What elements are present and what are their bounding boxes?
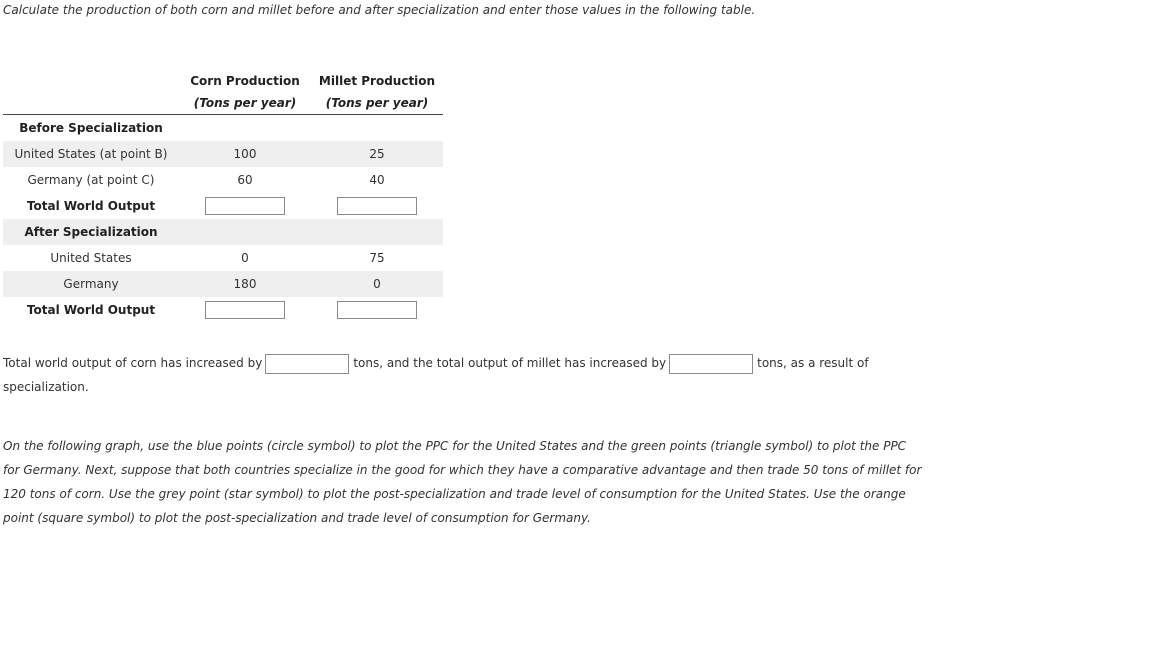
production-table xyxy=(3,70,443,323)
before-total-label: Total World Output xyxy=(26,199,156,213)
millet-units: (Tons per year) xyxy=(311,92,443,115)
table-row xyxy=(3,141,443,167)
graph-instructions: On the following graph, use the blue points (circle symbol) to plot the PPC for the United States and the green points (triangle symbol) to plot the PPC for Germany. Next, suppose that both countries specialize in the good for which they have a comparative advantage and then trade 50 tons of millet for 120 tons of corn. Use the grey point (star symbol) to plot the post-specialization and trade level of consumption for the United States. Use the orange point (square symbol) to plot the post-specialization and trade level of consumption for Germany. xyxy=(3,439,922,525)
before-heading-row xyxy=(3,115,443,142)
row-label: United States xyxy=(50,251,132,265)
table-row xyxy=(3,271,443,297)
after-total-row xyxy=(3,297,443,323)
millet-header: Millet Production xyxy=(318,74,436,88)
corn-units: (Tons per year) xyxy=(179,92,311,115)
millet-increase-input[interactable] xyxy=(669,354,753,374)
sentence-part3: tons, as a result of specialization. xyxy=(3,356,869,394)
instruction-text: Calculate the production of both corn and millet before and after specialization and enter those values in the following table. xyxy=(3,3,756,17)
before-total-corn-input[interactable] xyxy=(205,197,285,215)
after-total-label: Total World Output xyxy=(26,303,156,317)
after-total-millet-input[interactable] xyxy=(337,301,417,319)
row-label: United States (at point B) xyxy=(3,141,179,167)
corn-value: 60 xyxy=(237,173,253,187)
increase-sentence xyxy=(3,351,903,399)
after-heading-row xyxy=(3,219,443,245)
corn-increase-input[interactable] xyxy=(265,354,349,374)
table-row xyxy=(3,167,443,193)
after-heading: After Specialization xyxy=(3,219,179,245)
before-heading: Before Specialization xyxy=(19,121,163,135)
before-total-row xyxy=(3,193,443,219)
row-label: Germany xyxy=(3,271,179,297)
before-total-millet-input[interactable] xyxy=(337,197,417,215)
millet-value: 75 xyxy=(369,251,385,265)
after-total-corn-input[interactable] xyxy=(205,301,285,319)
corn-value: 0 xyxy=(241,251,249,265)
table-row xyxy=(3,245,443,271)
corn-value: 100 xyxy=(179,141,311,167)
corn-header: Corn Production xyxy=(190,74,300,88)
millet-value: 40 xyxy=(369,173,385,187)
sentence-part1: Total world output of corn has increased by xyxy=(3,356,263,370)
sentence-part2: tons, and the total output of millet has increased by xyxy=(353,356,667,370)
millet-value: 25 xyxy=(311,141,443,167)
corn-value: 180 xyxy=(179,271,311,297)
millet-value: 0 xyxy=(311,271,443,297)
row-label: Germany (at point C) xyxy=(27,173,155,187)
